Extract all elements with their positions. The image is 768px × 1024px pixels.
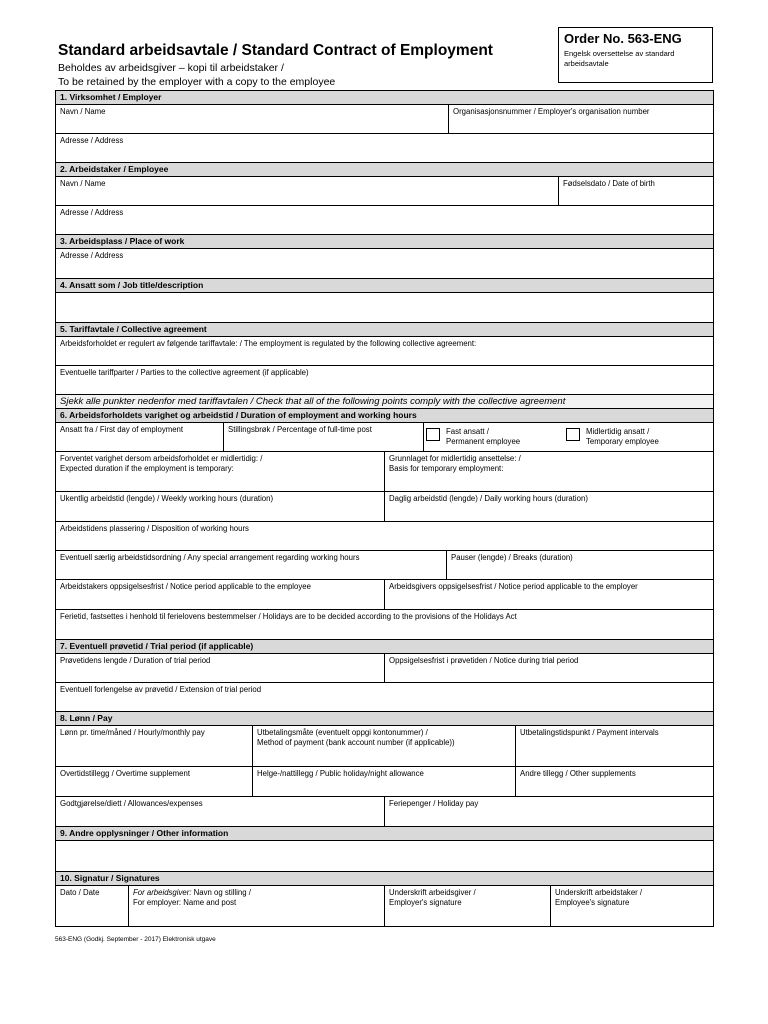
employer-address-field[interactable] xyxy=(56,134,713,162)
breaks-field[interactable] xyxy=(447,551,713,579)
permanent-label-no: Fast ansatt / xyxy=(446,427,489,436)
breaks-label: Pauser (lengde) / Breaks (duration) xyxy=(451,553,573,562)
employer-signature-label-en: Employer's signature xyxy=(389,898,462,907)
contract-form xyxy=(55,90,714,927)
employer-name-post-label-no: Navn og stilling / xyxy=(193,888,251,897)
holiday-night-allowance-field[interactable] xyxy=(253,767,516,796)
order-description: Engelsk oversettelse av standard arbeidsavtale xyxy=(564,49,675,68)
employer-notice-label: Arbeidsgivers oppsigelsesfrist / Notice period applicable to the employer xyxy=(389,582,638,591)
employee-name-label: Navn / Name xyxy=(60,179,106,188)
trial-notice-field[interactable] xyxy=(385,654,713,682)
page-title: Standard arbeidsavtale / Standard Contract of Employment xyxy=(58,42,493,59)
trial-notice-label: Oppsigelsesfrist i prøvetiden / Notice during trial period xyxy=(389,656,579,665)
section-other-info-heading: 9. Andre opplysninger / Other information xyxy=(56,827,713,841)
employer-name-post-field[interactable] xyxy=(129,886,385,926)
temporary-label-no: Midlertidig ansatt / xyxy=(586,427,650,436)
employee-signature-label-no: Underskrift arbeidstaker / xyxy=(555,888,643,897)
employer-notice-field[interactable] xyxy=(385,580,713,609)
section-trial-period-heading: 7. Eventuell prøvetid / Trial period (if applicable) xyxy=(56,640,713,654)
payment-intervals-label: Utbetalingstidspunkt / Payment intervals xyxy=(520,728,659,737)
signature-date-field[interactable] xyxy=(56,886,129,926)
page-subtitle-en: To be retained by the employer with a copy to the employee xyxy=(58,76,336,88)
order-number: Order No. 563-ENG xyxy=(564,31,682,46)
other-supplements-field[interactable] xyxy=(516,767,713,796)
holiday-night-allowance-label: Helge-/nattillegg / Public holiday/night allowance xyxy=(257,769,424,778)
pay-rate-field[interactable] xyxy=(56,726,253,766)
special-arrangement-label: Eventuell særlig arbeidstidsordning / Any special arrangement regarding working hours xyxy=(60,553,360,562)
signature-date-label: Dato / Date xyxy=(60,888,100,897)
section-duration-heading: 6. Arbeidsforholdets varighet og arbeidstid / Duration of employment and working hours xyxy=(56,409,713,423)
other-info-field[interactable] xyxy=(56,841,713,871)
section-employer-heading: 1. Virksomhet / Employer xyxy=(56,91,713,105)
employee-address-label: Adresse / Address xyxy=(60,208,124,217)
expected-duration-label-en: Expected duration if the employment is temporary: xyxy=(60,464,234,473)
employer-signature-field[interactable] xyxy=(385,886,551,926)
holiday-pay-label: Feriepenger / Holiday pay xyxy=(389,799,479,808)
hours-disposition-label: Arbeidstidens plassering / Disposition of working hours xyxy=(60,524,249,533)
percentage-field[interactable] xyxy=(224,423,424,451)
special-arrangement-field[interactable] xyxy=(56,551,447,579)
workplace-address-label: Adresse / Address xyxy=(60,251,124,260)
percentage-label: Stillingsbrøk / Percentage of full-time post xyxy=(228,425,372,434)
workplace-address-field[interactable] xyxy=(56,249,713,278)
temporary-basis-label-no: Grunnlaget for midlertidig ansettelse: / xyxy=(389,454,521,463)
holidays-label: Ferietid, fastsettes i henhold til ferielovens bestemmelser / Holidays are to be decided according to the provisions of the Holidays Act xyxy=(60,612,517,621)
holiday-pay-field[interactable] xyxy=(385,797,713,826)
employer-org-number-field[interactable] xyxy=(449,105,713,133)
temporary-label-en: Temporary employee xyxy=(586,437,659,446)
payment-method-label-en: Method of payment (bank account number (if applicable)) xyxy=(257,738,455,747)
payment-intervals-field[interactable] xyxy=(516,726,713,766)
section-workplace-heading: 3. Arbeidsplass / Place of work xyxy=(56,235,713,249)
job-title-field[interactable] xyxy=(56,293,713,322)
collective-agreement-label: Arbeidsforholdet er regulert av følgende tariffavtale: / The employment is regulated by the following collective agreement: xyxy=(60,339,477,348)
weekly-hours-field[interactable] xyxy=(56,492,385,521)
weekly-hours-label: Ukentlig arbeidstid (lengde) / Weekly working hours (duration) xyxy=(60,494,274,503)
trial-extension-field[interactable] xyxy=(56,683,713,711)
employer-signature-label-no: Underskrift arbeidsgiver / xyxy=(389,888,476,897)
employee-notice-field[interactable] xyxy=(56,580,385,609)
payment-method-field[interactable] xyxy=(253,726,516,766)
employee-signature-field[interactable] xyxy=(551,886,713,926)
hours-disposition-field[interactable] xyxy=(56,522,713,550)
form-footer: 563-ENG (Godkj. September - 2017) Elektronisk utgave xyxy=(55,936,216,943)
permanent-label-en: Permanent employee xyxy=(446,437,521,446)
employer-name-post-label-italic: For arbeidsgiver: xyxy=(133,888,192,897)
temporary-employee-checkbox[interactable] xyxy=(566,428,580,441)
employee-notice-label: Arbeidstakers oppsigelsesfrist / Notice period applicable to the employee xyxy=(60,582,311,591)
employee-signature-label-en: Employee's signature xyxy=(555,898,630,907)
allowances-field[interactable] xyxy=(56,797,385,826)
overtime-label: Overtidstillegg / Overtime supplement xyxy=(60,769,191,778)
trial-duration-field[interactable] xyxy=(56,654,385,682)
start-date-label: Ansatt fra / First day of employment xyxy=(60,425,184,434)
employee-dob-label: Fødselsdato / Date of birth xyxy=(563,179,655,188)
start-date-field[interactable] xyxy=(56,423,224,451)
holidays-field[interactable] xyxy=(56,610,713,639)
section-signatures-heading: 10. Signatur / Signatures xyxy=(56,872,713,886)
overtime-field[interactable] xyxy=(56,767,253,796)
daily-hours-label: Daglig arbeidstid (lengde) / Daily working hours (duration) xyxy=(389,494,588,503)
other-supplements-label: Andre tillegg / Other supplements xyxy=(520,769,636,778)
trial-duration-label: Prøvetidens lengde / Duration of trial period xyxy=(60,656,211,665)
allowances-label: Godtgjørelse/diett / Allowances/expenses xyxy=(60,799,203,808)
employer-name-post-label-en: For employer: Name and post xyxy=(133,898,237,907)
temporary-basis-label-en: Basis for temporary employment: xyxy=(389,464,504,473)
temporary-basis-field[interactable] xyxy=(385,452,713,491)
payment-method-label-no: Utbetalingsmåte (eventuelt oppgi kontonummer) / xyxy=(257,728,428,737)
agreement-parties-label: Eventuelle tariffparter / Parties to the collective agreement (if applicable) xyxy=(60,368,309,377)
section-employee-heading: 2. Arbeidstaker / Employee xyxy=(56,163,713,177)
employee-name-field[interactable] xyxy=(56,177,559,205)
agreement-parties-field[interactable] xyxy=(56,366,713,394)
order-box xyxy=(558,27,713,83)
trial-extension-label: Eventuell forlengelse av prøvetid / Extension of trial period xyxy=(60,685,262,694)
expected-duration-label-no: Forventet varighet dersom arbeidsforholdet er midlertidig: / xyxy=(60,454,263,463)
page-subtitle-no: Beholdes av arbeidsgiver – kopi til arbeidstaker / xyxy=(58,62,284,74)
daily-hours-field[interactable] xyxy=(385,492,713,521)
employment-type-options xyxy=(424,423,713,451)
section-collective-agreement-heading: 5. Tariffavtale / Collective agreement xyxy=(56,323,713,337)
employee-address-field[interactable] xyxy=(56,206,713,234)
section-pay-heading: 8. Lønn / Pay xyxy=(56,712,713,726)
agreement-check-note: Sjekk alle punkter nedenfor med tariffavtalen / Check that all of the following points comply with the collective agreement xyxy=(56,395,713,409)
employer-name-field[interactable] xyxy=(56,105,449,133)
employer-org-number-label: Organisasjonsnummer / Employer's organisation number xyxy=(453,107,650,116)
permanent-employee-checkbox[interactable] xyxy=(426,428,440,441)
employee-dob-field[interactable] xyxy=(559,177,713,205)
employer-address-label: Adresse / Address xyxy=(60,136,124,145)
pay-rate-label: Lønn pr. time/måned / Hourly/monthly pay xyxy=(60,728,205,737)
expected-duration-field[interactable] xyxy=(56,452,385,491)
employer-name-label: Navn / Name xyxy=(60,107,106,116)
section-job-title-heading: 4. Ansatt som / Job title/description xyxy=(56,279,713,293)
collective-agreement-field[interactable] xyxy=(56,337,713,365)
